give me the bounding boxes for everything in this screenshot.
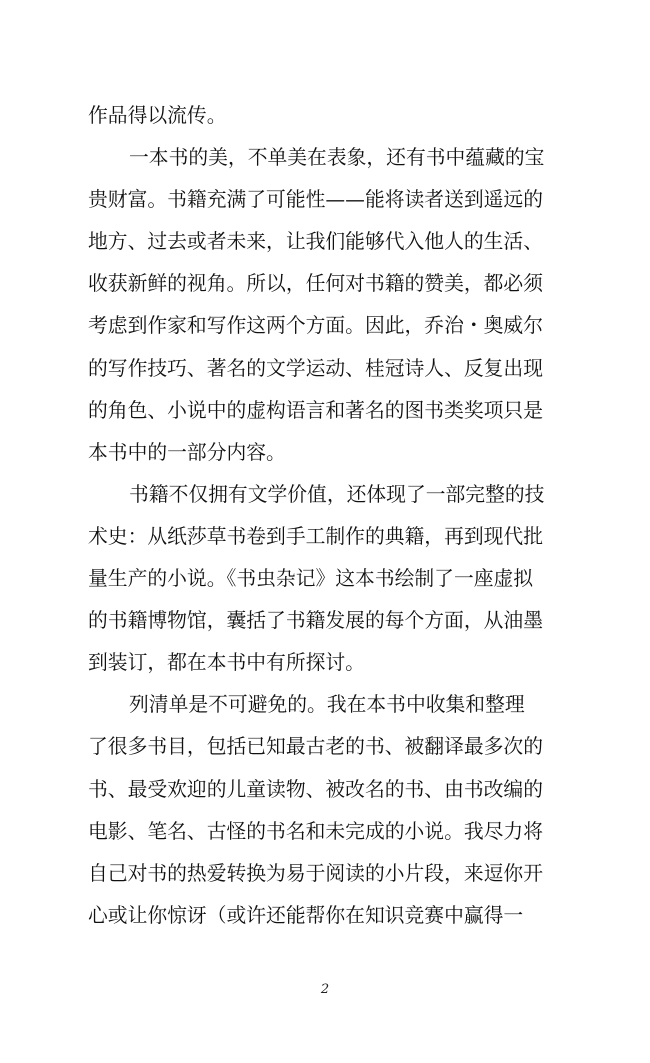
body-text bbox=[88, 95, 550, 937]
text-line: 心或让你惊讶（或许还能帮你在知识竞赛中赢得一 bbox=[88, 903, 524, 927]
text-line: 本书中的一部分内容。 bbox=[88, 440, 286, 464]
text-line: 收获新鲜的视角。所以，任何对书籍的赞美，都必须 bbox=[88, 272, 543, 296]
text-line: 列清单是不可避免的。我在本书中收集和整理 bbox=[129, 693, 525, 717]
text-line: 贵财富。书籍充满了可能性——能将读者送到遥远的 bbox=[88, 188, 543, 212]
text-line: 作品得以流传。 bbox=[88, 104, 227, 127]
text-line: 书、最受欢迎的儿童读物、被改名的书、由书改编的 bbox=[88, 777, 543, 801]
text-line: 自己对书的热爱转换为易于阅读的小片段，来逗你开 bbox=[88, 861, 543, 885]
text-line: 了很多书目，包括已知最古老的书、被翻译最多次的 bbox=[88, 735, 543, 759]
text-line: 的角色、小说中的虚构语言和著名的图书类奖项只是 bbox=[88, 398, 543, 422]
text-line: 地方、过去或者未来，让我们能够代入他人的生活、 bbox=[88, 230, 543, 254]
text-line: 量生产的小说。《书虫杂记》这本书绘制了一座虚拟 bbox=[88, 567, 534, 591]
text-line: 到装订，都在本书中有所探讨。 bbox=[88, 651, 365, 675]
text-line: 的书籍博物馆，囊括了书籍发展的每个方面，从油墨 bbox=[88, 609, 543, 633]
page-number: 2 bbox=[320, 982, 330, 997]
text-line: 术史：从纸莎草书卷到手工制作的典籍，再到现代批 bbox=[88, 524, 543, 548]
text-line: 的写作技巧、著名的文学运动、桂冠诗人、反复出现 bbox=[88, 356, 543, 380]
text-line: 电影、笔名、古怪的书名和未完成的小说。我尽力将 bbox=[88, 819, 543, 843]
text-line: 一本书的美，不单美在表象，还有书中蕴藏的宝 bbox=[129, 146, 545, 170]
text-line: 考虑到作家和写作这两个方面。因此，乔治・奥威尔 bbox=[88, 314, 543, 338]
text-line: 书籍不仅拥有文学价值，还体现了一部完整的技 bbox=[129, 482, 545, 506]
